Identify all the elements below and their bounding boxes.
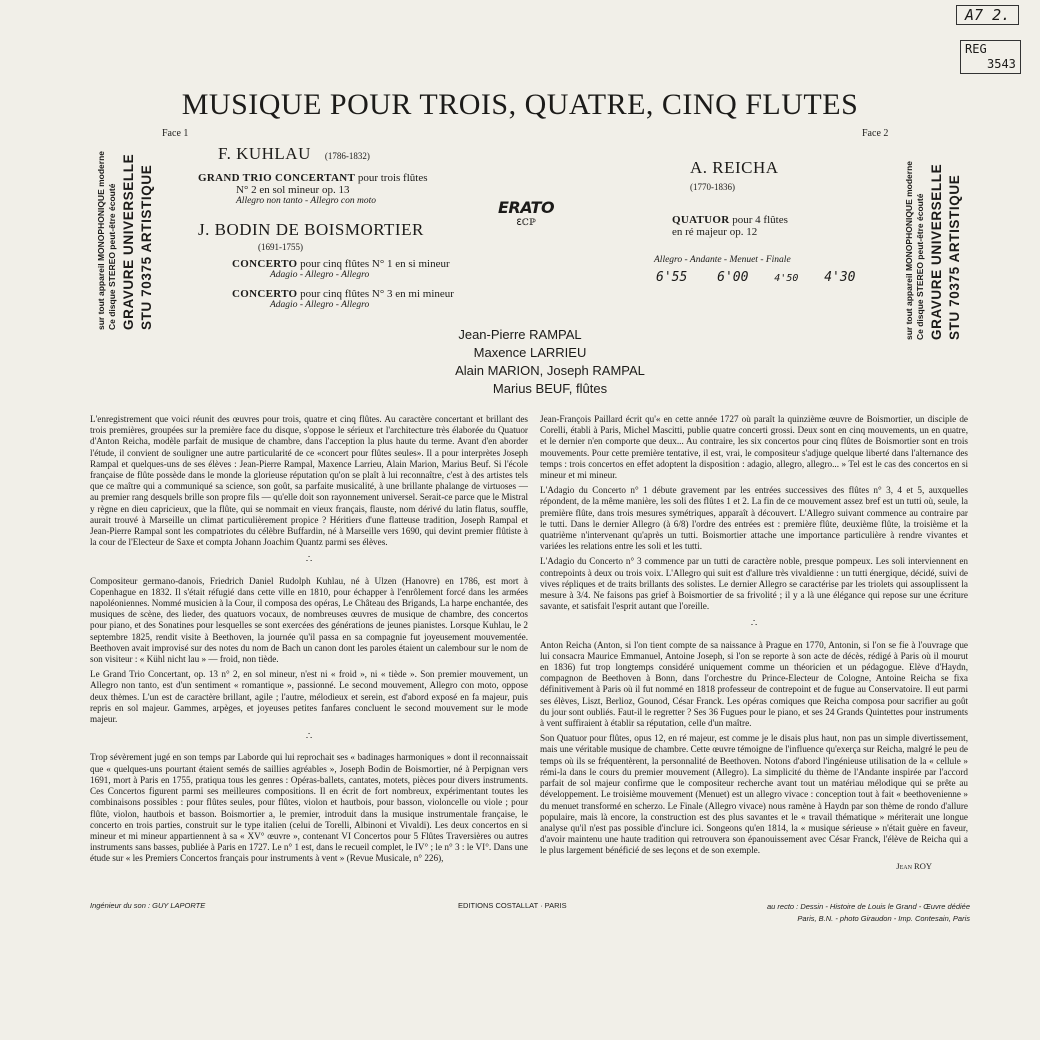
spine-left-line4: sur tout appareil MONOPHONIQUE moderne <box>96 151 106 330</box>
paragraph: Le Grand Trio Concertant, op. 13 n° 2, en sol mineur, n'est ni « froid », ni « tiède ». Son premier mouvement, un Allegro non tanto, est d'un sentiment « romantique », passionné. Le second mouvement, Allegro con moto, oppose deux thèmes. L'un est de caractère brillant, agile ; l'autre, mélodieux et serein, est d'abord exposé en fa majeur, puis repris en sol majeur. Gammes, arpèges, et joyeuses petites fanfares concluent le second mouvement sur le mode majeur. <box>90 669 528 725</box>
registry-stamp <box>960 40 1021 74</box>
album-title: MUSIQUE POUR TROIS, QUATRE, CINQ FLUTES <box>181 88 859 121</box>
work-grand-trio <box>198 172 498 206</box>
liner-notes-left <box>90 414 528 869</box>
work-title: CONCERTO <box>232 288 298 300</box>
paragraph: Trop sévèrement jugé en son temps par Laborde qui lui reprochait ses « badinages harmoniques » dont il reconnaissait que « quelques-uns pourtant étaient semés de saillies agréables », Joseph Bodin de Boismortier, né à Perpignan vers 1691, mort à Paris en 1755, pratiqua tous les genres : Opéras-ballets, cantates, motets, pièces pour divers instruments. Ces Concertos figurent parmi ses meilleures compositions. Il en écrit de fort nombreux, expérimentant toutes les combinaisons possibles : pour flûtes seules, pour flûtes, violon et hautbois, pour basson, violoncelle ou viole ; pour flûte, violon, hautbois et basson. Boismortier a, le premier, introduit dans la musique instrumentale française, le concerto en trois parties, construit sur le type italien (celui de Torelli, Albinoni et Vivaldi). Les deux concertos en si mineur et mi mineur appartiennent à sa « XV° œuvre », contenant VI Concertos pour 5 Flûtes Traversières ou autres instruments sans basses, publiée à Paris en 1727. Le n° 1 est, dans le recueil complet, le IV° ; le n° 3 : le VI°. Dans une étude sur « les Premiers Concertos français pour instruments à vent » (Revue Musicale, n° 226), <box>90 752 528 864</box>
work-key: en ré majeur op. 12 <box>672 226 758 238</box>
work-movements: Allegro - Andante - Menuet - Finale <box>654 255 791 265</box>
paragraph: Son Quatuor pour flûtes, opus 12, en ré majeur, est comme je le disais plus haut, non pas un simple divertissement, mais une véritable musique de chambre. Cette œuvre témoigne de l'influence qu'exerça sur Reicha, malgré le peu de temps où ils se fréquentèrent, la personnalité de Beethoven. Notons d'abord l'ingénieuse utilisation de la « cellule » rémi-la dans le cours du premier mouvement (Allegro). La simplicité du thème de l'Andante inspirée par l'accord parfait de sol majeur confirme que le compositeur recherche avant tout un matériau mélodique qui se prête au développement. Le troisième mouvement (Menuet) est un allegro vivace : conception tout à fait « beethovenienne » du menuet transformé en scherzo. Le Finale (Allegro vivace) nous ramène à Haydn par son thème de rondo d'allure populaire, mais là encore, la construction est des plus savantes et le « travail thématique » mériterait une longue analyse qu'il n'est pas possible d'inclure ici. Songeons qu'en 1814, la « musique sérieuse » n'était guère en faveur, d'avoir maintenu une haute tradition qui retrouvera son épanouissement avec César Franck, l'élève de Reicha qui a le plus largement bénéficié de ses leçons et de son exemple. <box>540 733 968 856</box>
work-title: QUATUOR <box>672 214 730 226</box>
paragraph: Compositeur germano-danois, Friedrich Daniel Rudolph Kuhlau, né à Ulzen (Hanovre) en 1786, est mort à Copenhague en 1832. Il s'était réfugié dans cette ville en 1810, pour échapper à l'enrôlement forcé dans les armées napoléoniennes. Nommé musicien à la Cour, il composa des opéras, Le Château des Brigands, La harpe enchantée, des musiques de scène, des lieder, des quatuors vocaux, de nombreuses œuvres de musique de chambre, des concertos pour piano, et des Sonatines pour lesquelles se sont exercées des générations de jeunes pianistes. Lorsque Kuhlau, le 2 septembre 1825, rendit visite à Beethoven, la journée qu'il passa en sa compagnie fut joyeusement mouvementée. Beethoven avait improvisé sur des notes du nom de Bach un canon dont les paroles étaient un calembour sur le nom de son visiteur : « Kühl nicht lau » — froid, non tiède. <box>90 575 528 665</box>
credits-line: au recto : Dessin - Histoire de Louis le Grand - Œuvre dédiée <box>766 902 970 911</box>
work-quatuor <box>672 214 892 238</box>
separator: ∴ <box>305 554 313 566</box>
paragraph: Jean-François Paillard écrit qu'« en cette année 1727 où paraît la quinzième œuvre de Boismortier, un disciple de Corelli, établi à Paris, Michel Mascitti, publie quatre concerti grossi. Deux sont en cinq mouvements, un en quatre, et le dernier n'en comporte que deux... Au contraire, les six concertos pour cinq flûtes de Boismortier sont en trois mouvements. Pour cette première tentative, il est, vrai, le compositeur s'adjuge quelque liberté dans l'alternance des temps : trois concertos en effet adoptent la disposition : adagio, allegro, allegro... » Tel est le cas des concertos en si mineur et mi mineur. <box>540 414 968 481</box>
performer: Jean-Pierre RAMPAL <box>458 327 582 342</box>
author-signature: Jean ROY <box>896 860 932 871</box>
composer-name: F. KUHLAU <box>218 144 311 163</box>
footer-publisher: EDITIONS COSTALLAT · PARIS <box>458 901 567 910</box>
work-subtitle: pour 4 flûtes <box>729 214 788 226</box>
composer-kuhlau <box>218 144 370 164</box>
timing: 6'55 <box>656 270 688 285</box>
work-subtitle: pour cinq flûtes N° 1 en si mineur <box>297 258 450 270</box>
work-subtitle: pour cinq flûtes N° 3 en mi mineur <box>297 288 454 300</box>
separator: ∴ <box>750 618 758 630</box>
performers <box>0 326 1040 398</box>
timing: 4'50 <box>774 273 799 284</box>
work-movements: Adagio - Allegro - Allegro <box>270 270 370 280</box>
spine-right-line2: GRAVURE UNIVERSELLE <box>929 163 944 340</box>
separator: ∴ <box>305 731 313 743</box>
performer: Maxence LARRIEU <box>473 345 587 360</box>
spine-right-line4: sur tout appareil MONOPHONIQUE moderne <box>904 161 914 340</box>
handwritten-note: A7 2. <box>956 6 1019 24</box>
stamp-line1: REG <box>965 42 987 56</box>
work-movements: Allegro non tanto - Allegro con moto <box>236 196 377 206</box>
liner-notes-right <box>540 414 968 872</box>
paragraph: L'Adagio du Concerto n° 1 débute gravement par les entrées successives des flûtes n° 3, 4 et 5, auxquelles répondent, de la même manière, les soli des flûtes 1 et 2. La fin de ce mouvement assez bref est un tutti où, seule, la première flûte, dans trois mesures symétriques, apparaît à découvert. L'Allegro suivant commence au contraire par le tutti. Dans le dernier Allegro (à 6/8) l'ordre des entrées est : première flûte, deuxième flûte, la troisième et la quatrième n'intervenant qu'après un tutti. Boismortier attache une importance particulière à rendre vivantes et variées les relations entre les soli et les tutti. <box>540 485 968 552</box>
composer-dates: (1786-1832) <box>324 151 370 161</box>
work-subtitle: pour trois flûtes <box>355 172 428 184</box>
composer-dates: (1770-1836) <box>690 182 735 192</box>
paragraph: L'Adagio du Concerto n° 3 commence par un tutti de caractère noble, presque pompeux. Les soli interviennent en contrepoints à deux ou trois voix. L'Allegro qui suit est d'allure très vivaldienne : un tutti énergique, décidé, suivi de vives répliques et de traits brillants des solistes. Le dernier Allegro se caractérise par les triolets qui assouplissent la mesure à 3/4. Ne faisons pas grief à Boismortier de sa frivolité ; il y a là une élégance qui repose sur une écriture savante, et satisfait l'esprit autant que l'oreille. <box>540 556 968 612</box>
paragraph: Anton Reicha (Anton, si l'on tient compte de sa naissance à Prague en 1770, Antonin, si l'on se fie à l'ouvrage que lui consacra Maurice Emmanuel, Antoine Joseph, si l'on se reporte à son acte de décès, rédigé à Paris où il mourut en 1836) fut trop longtemps considéré uniquement comme un théoricien et un pédagogue. Elève d'Haydn, compagnon de Beethoven à Bonn, dans l'orchestre du Prince-Electeur de Cologne, Antoine Reicha se fixa définitivement à Paris où il fut nommé en 1818 professeur de contrepoint et de fugue au Conservatoire. Il eut parmi ses élèves, Liszt, Berlioz, Gounod, César Franck. Les opéras comiques que Reicha composa pour sacrifier au goût du jour sont oubliés. Faut-il le regretter ? Ses 36 Fugues pour le piano, et ses 24 Grands Quintettes pour instruments à vent suffiraient à établir sa réputation, celle d'un maître. <box>540 639 968 729</box>
work-movements: Adagio - Allegro - Allegro <box>270 300 370 310</box>
spine-left-line3: Ce disque STEREO peut-être écouté <box>107 183 117 330</box>
face2-label: Face 2 <box>862 128 889 139</box>
performer: Marius BEUF, flûtes <box>492 381 608 396</box>
spine-right-line1: STU 70375 ARTISTIQUE <box>947 174 962 340</box>
composer-boismortier <box>198 220 424 240</box>
performer: Alain MARION, Joseph RAMPAL <box>455 363 645 378</box>
face1-label: Face 1 <box>162 128 189 139</box>
spine-left-line1: STU 70375 ARTISTIQUE <box>139 164 154 330</box>
composer-reicha: A. REICHA <box>690 158 779 177</box>
work-concerto-3 <box>232 288 532 310</box>
work-title: CONCERTO <box>232 258 298 270</box>
handwritten-timings <box>656 270 856 285</box>
paragraph: L'enregistrement que voici réunit des œuvres pour trois, quatre et cinq flûtes. Au caractère concertant et brillant des trois premières, groupées sur la première face du disque, s'oppose le sérieux et l'architecture très élaborée du Quatuor d'Anton Reicha, modèle parfait de musique de chambre, dans l'acception la plus haute du terme. Avant d'en aborder l'étude, il convient de souligner une autre particularité de ce «concert pour flûtes seules». Il a pour interprètes Joseph Rampal et quelques-uns de ses élèves : Jean-Pierre Rampal, Maxence Larrieu, Alain Marion, Marius Beuf. Si l'école française de flûte possède dans le monde la glorieuse réputation qu'on se plaît à lui reconnaître, c'est à des artistes tels que ce maître qui a communiqué sa science, son goût, sa parfaite musicalité, à une brillante phalange de virtuoses — au premier rang desquels brille son propre fils — qu'elle doit son rayonnement universel. Serait-ce parce que le Mistral y règne en dieu capricieux, que la flûte, qui se nommait en vieux français, flauste, nom dérivé du latin flatus, souffle, aurait trouvé à Marseille un climat particulièrement propice ? Héritiers d'une flatteuse tradition, Joseph Rampal et Jean-Pierre Rampal sont les compatriotes du célèbre Buffardin, né à Marseille vers 1690, qui devint premier flûtiste à la cour de l'Electeur de Saxe et compta Johann Joachim Quantz parmi ses élèves. <box>90 414 528 548</box>
timing: 6'00 <box>717 270 749 285</box>
credits-line: Paris, B.N. - photo Giraudon - Imp. Contesain, Paris <box>797 914 970 923</box>
stamp-line2: 3543 <box>987 57 1016 71</box>
footer-credits <box>700 901 970 925</box>
composer-dates: (1691-1755) <box>258 242 303 252</box>
logo-mark: ℇℂℙ <box>516 217 536 227</box>
composer-name: J. BODIN DE BOISMORTIER <box>198 220 424 239</box>
work-key: N° 2 en sol mineur op. 13 <box>236 184 350 196</box>
logo-wordmark: ERATO <box>497 198 555 217</box>
spine-right-line3: Ce disque STEREO peut-être écouté <box>915 193 925 340</box>
work-title: GRAND TRIO CONCERTANT <box>198 172 356 184</box>
spine-left-line2: GRAVURE UNIVERSELLE <box>121 153 136 330</box>
work-concerto-1 <box>232 258 532 280</box>
timing: 4'30 <box>824 270 856 285</box>
footer-engineer: Ingénieur du son : GUY LAPORTE <box>90 901 206 910</box>
erato-logo <box>496 198 556 228</box>
